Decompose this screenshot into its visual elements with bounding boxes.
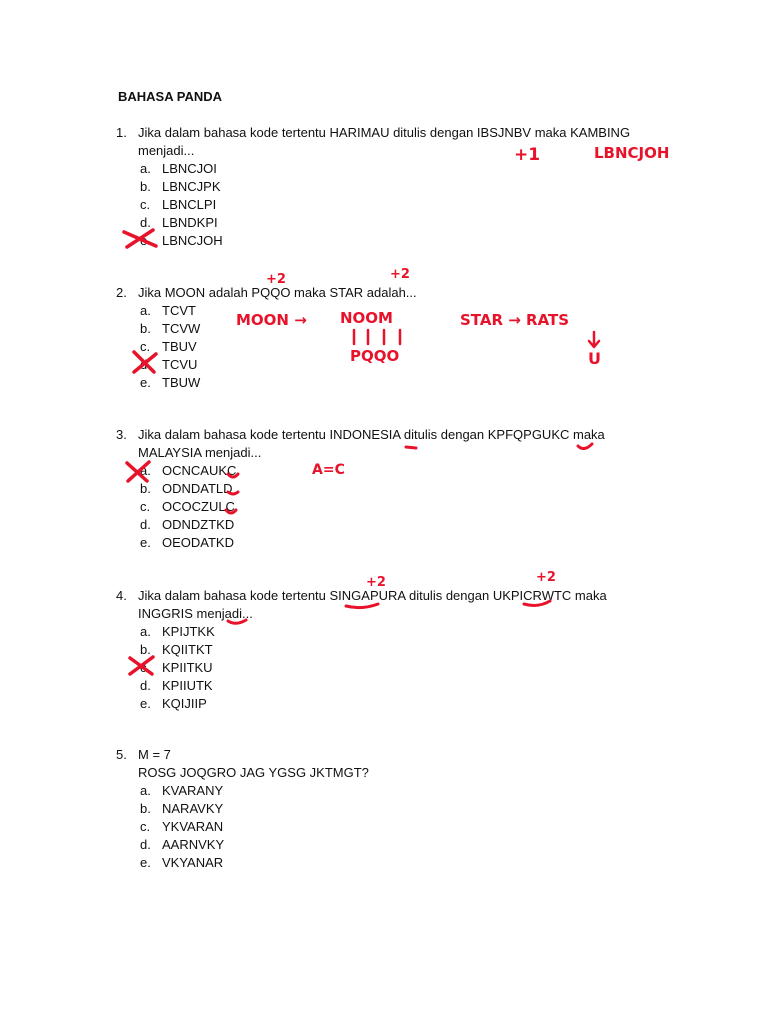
question-text: Jika dalam bahasa kode tertentu HARIMAU ditulis dengan IBSJNBV maka KAMBING xyxy=(138,125,631,140)
option-text: YKVARAN xyxy=(162,819,224,834)
option-label: d. xyxy=(140,215,151,230)
option-b[interactable] xyxy=(116,178,656,196)
q2-pqqo-note: PQQO xyxy=(350,347,400,365)
option-a[interactable] xyxy=(116,160,656,178)
option-text: NARAVKY xyxy=(162,801,224,816)
option-label: a. xyxy=(140,624,151,639)
question-line xyxy=(116,284,656,302)
question-text: M = 7 xyxy=(138,747,171,762)
question-text: INGGRIS menjadi... xyxy=(138,606,253,621)
option-label: e. xyxy=(140,535,151,550)
q2-u-note: U xyxy=(588,349,601,368)
question-line xyxy=(116,587,656,605)
question-number: 3. xyxy=(116,427,127,442)
option-label: c. xyxy=(140,660,151,675)
q2-plus-a: +2 xyxy=(266,272,286,287)
option-text: OCOCZULC xyxy=(162,499,235,514)
option-text: ODNDZTKD xyxy=(162,517,235,532)
option-label: e. xyxy=(140,375,151,390)
q1-answer-note: LBNCJOH xyxy=(594,144,670,162)
option-label: e. xyxy=(140,855,151,870)
option-text: TCVT xyxy=(162,303,196,318)
option-label: a. xyxy=(140,463,151,478)
option-d[interactable] xyxy=(116,214,656,232)
option-label: a. xyxy=(140,303,151,318)
option-label: a. xyxy=(140,783,151,798)
option-a[interactable] xyxy=(116,302,656,320)
option-a[interactable] xyxy=(116,462,656,480)
option-d[interactable] xyxy=(116,836,656,854)
question-1 xyxy=(116,124,656,250)
option-b[interactable] xyxy=(116,800,656,818)
page-title: BAHASA PANDA xyxy=(118,89,222,104)
option-text: OEODATKD xyxy=(162,535,234,550)
option-text: LBNCJOH xyxy=(162,233,223,248)
option-b[interactable] xyxy=(116,480,656,498)
q4-plus-a: +2 xyxy=(366,575,386,590)
option-e[interactable] xyxy=(116,695,656,713)
option-text: KQIJIIP xyxy=(162,696,207,711)
option-text: KPIIUTK xyxy=(162,678,213,693)
question-5 xyxy=(116,746,656,872)
option-text: KQIITKT xyxy=(162,642,213,657)
option-e[interactable] xyxy=(116,854,656,872)
option-text: OCNCAUKC xyxy=(162,463,237,478)
option-text: LBNCJOI xyxy=(162,161,217,176)
q4-plus-b: +2 xyxy=(536,570,556,585)
option-d[interactable] xyxy=(116,677,656,695)
option-label: e. xyxy=(140,233,151,248)
question-line xyxy=(116,605,656,623)
option-text: LBNDKPI xyxy=(162,215,218,230)
question-line xyxy=(116,426,656,444)
question-number: 5. xyxy=(116,747,127,762)
option-text: LBNCJPK xyxy=(162,179,221,194)
option-text: TBUV xyxy=(162,339,197,354)
q1-note: +1 xyxy=(514,145,541,165)
question-number: 4. xyxy=(116,588,127,603)
option-text: TCVW xyxy=(162,321,201,336)
question-text: ROSG JOQGRO JAG YGSG JKTMGT? xyxy=(138,765,369,780)
option-text: LBNCLPI xyxy=(162,197,217,212)
option-label: d. xyxy=(140,837,151,852)
question-text: Jika dalam bahasa kode tertentu INDONESIA ditulis dengan KPFQPGUKC maka xyxy=(138,427,605,442)
question-line xyxy=(116,764,656,782)
option-e[interactable] xyxy=(116,534,656,552)
question-3 xyxy=(116,426,656,552)
option-c[interactable] xyxy=(116,818,656,836)
option-label: d. xyxy=(140,678,151,693)
question-number: 2. xyxy=(116,285,127,300)
q2-noom-note: NOOM xyxy=(340,309,393,327)
question-text: Jika dalam bahasa kode tertentu SINGAPURA ditulis dengan UKPICRWTC maka xyxy=(138,588,607,603)
option-e[interactable] xyxy=(116,374,656,392)
option-label: b. xyxy=(140,642,151,657)
question-2 xyxy=(116,284,656,392)
option-a[interactable] xyxy=(116,782,656,800)
option-label: e. xyxy=(140,696,151,711)
question-4 xyxy=(116,587,656,713)
option-text: ODNDATLD xyxy=(162,481,233,496)
option-label: c. xyxy=(140,197,151,212)
q3-note: A=C xyxy=(312,462,345,478)
option-label: d. xyxy=(140,517,151,532)
option-c[interactable] xyxy=(116,196,656,214)
option-text: TCVU xyxy=(162,357,198,372)
option-label: c. xyxy=(140,339,151,354)
option-b[interactable] xyxy=(116,320,656,338)
option-label: b. xyxy=(140,179,151,194)
question-line xyxy=(116,142,656,160)
option-text: VKYANAR xyxy=(162,855,224,870)
option-c[interactable] xyxy=(116,498,656,516)
option-text: KPIJTKK xyxy=(162,624,215,639)
option-c[interactable] xyxy=(116,338,656,356)
option-a[interactable] xyxy=(116,623,656,641)
option-c[interactable] xyxy=(116,659,656,677)
q2-moon-note: MOON → xyxy=(236,311,307,329)
option-d[interactable] xyxy=(116,516,656,534)
option-text: KPIITKU xyxy=(162,660,213,675)
q2-star-note: STAR → RATS xyxy=(460,311,570,329)
option-text: KVARANY xyxy=(162,783,224,798)
option-label: d. xyxy=(140,357,151,372)
question-line xyxy=(116,124,656,142)
option-label: c. xyxy=(140,499,151,514)
question-line xyxy=(116,444,656,462)
option-text: TBUW xyxy=(162,375,201,390)
option-text: AARNVKY xyxy=(162,837,225,852)
option-b[interactable] xyxy=(116,641,656,659)
option-label: b. xyxy=(140,481,151,496)
option-label: b. xyxy=(140,801,151,816)
option-label: a. xyxy=(140,161,151,176)
option-label: b. xyxy=(140,321,151,336)
option-label: c. xyxy=(140,819,151,834)
question-line xyxy=(116,746,656,764)
option-d[interactable] xyxy=(116,356,656,374)
question-number: 1. xyxy=(116,125,127,140)
q2-plus-b: +2 xyxy=(390,267,410,282)
question-text: menjadi... xyxy=(138,143,195,158)
question-text: MALAYSIA menjadi... xyxy=(138,445,262,460)
question-text: Jika MOON adalah PQQO maka STAR adalah... xyxy=(138,285,417,300)
option-e[interactable] xyxy=(116,232,656,250)
